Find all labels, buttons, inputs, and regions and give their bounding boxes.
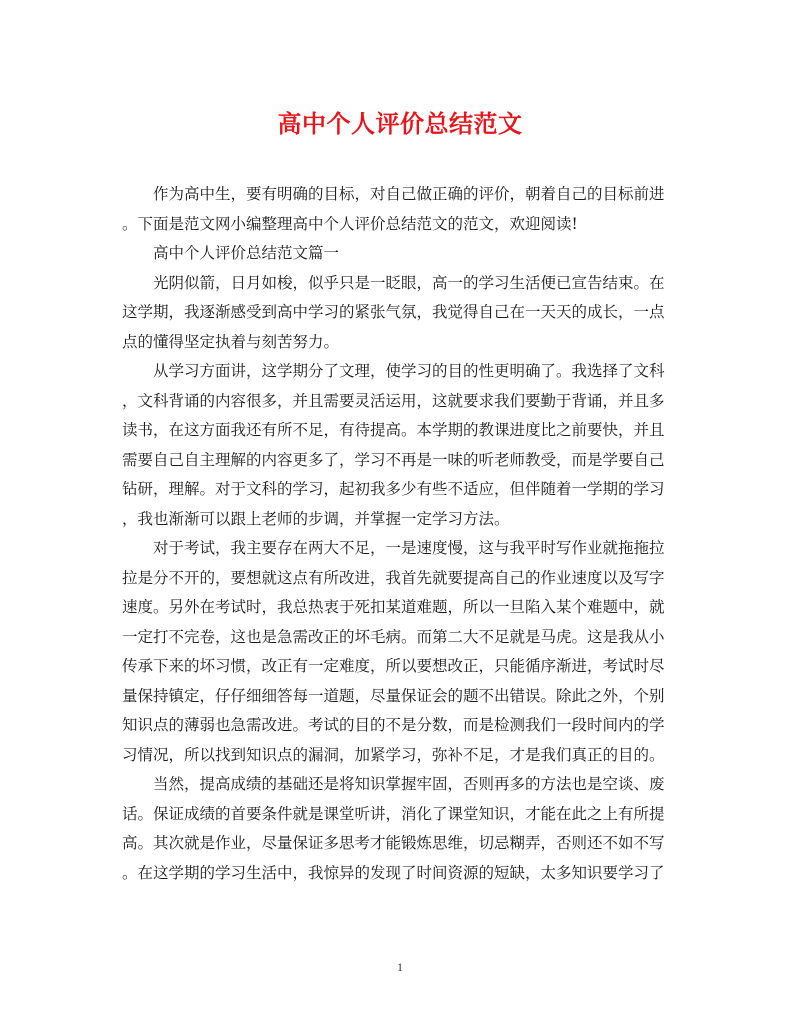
text-line: 速度。另外在考试时，我总热衷于死扣某道难题，所以一旦陷入某个难题中，就 <box>122 598 665 616</box>
text-line: 拉是分不开的，要想就这点有所改进，我首先就要提高自己的作业速度以及写字 <box>122 568 665 587</box>
text-line: ，我也渐渐可以跟上老师的步调，并掌握一定学习方法。 <box>122 509 510 528</box>
text-line: 话。保证成绩的首要条件就是课堂听讲，消化了课堂知识，才能在此之上有所提 <box>122 804 665 823</box>
text-line: 一定打不完卷，这也是急需改正的坏毛病。而第二大不足就是马虎。这是我从小 <box>122 627 665 646</box>
document-body <box>122 180 678 888</box>
text-line: 高中个人评价总结范文篇一 <box>122 244 340 262</box>
text-line: 。在这学期的学习生活中，我惊异的发现了时间资源的短缺，太多知识要学习了 <box>122 863 665 882</box>
text-line: 量保持镇定，仔仔细细答每一道题，尽量保证会的题不出错误。除此之外，个别 <box>122 686 665 705</box>
page-number: 1 <box>397 960 403 974</box>
text-line: 习情况，所以找到知识点的漏洞，加紧学习，弥补不足，才是我们真正的目的。 <box>122 745 665 764</box>
text-line: 知识点的薄弱也急需改进。考试的目的不是分数，而是检测我们一段时间内的学 <box>122 716 665 734</box>
text-line: 这学期，我逐渐感受到高中学习的紧张气氛，我觉得自己在一天天的成长，一点 <box>122 303 665 321</box>
text-line: ，文科背诵的内容很多，并且需要灵活运用，这就要求我们要勤于背诵，并且多 <box>122 391 665 410</box>
text-line: 传承下来的坏习惯，改正有一定难度，所以要想改正，只能循序渐进，考试时尽 <box>122 657 665 675</box>
text-line: 对于考试，我主要存在两大不足，一是速度慢，这与我平时写作业就拖拖拉 <box>122 539 665 557</box>
text-line: 。下面是范文网小编整理高中个人评价总结范文的范文，欢迎阅读! <box>122 214 578 233</box>
text-line: 作为高中生，要有明确的目标，对自己做正确的评价，朝着自己的目标前进 <box>122 185 665 203</box>
text-line: 点的懂得坚定执着与刻苦努力。 <box>122 332 340 351</box>
page-title: 高中个人评价总结范文 <box>277 109 523 138</box>
text-line: 需要自己自主理解的内容更多了，学习不再是一味的听老师教受，而是学要自己 <box>122 450 665 469</box>
text-line: 光阴似箭，日月如梭，似乎只是一眨眼，高一的学习生活便已宣告结束。在 <box>122 273 665 292</box>
text-line: 读书，在这方面我还有所不足，有待提高。本学期的教课进度比之前要快，并且 <box>122 421 665 439</box>
text-line: 钻研，理解。对于文科的学习，起初我多少有些不适应，但伴随着一学期的学习 <box>122 480 665 498</box>
text-line: 高。其次就是作业，尽量保证多思考才能锻炼思维，切忌糊弄，否则还不如不写 <box>122 834 665 852</box>
text-line: 从学习方面讲，这学期分了文理，使学习的目的性更明确了。我选择了文科 <box>122 362 665 380</box>
text-line: 当然，提高成绩的基础还是将知识掌握牢固，否则再多的方法也是空谈、废 <box>122 775 665 793</box>
